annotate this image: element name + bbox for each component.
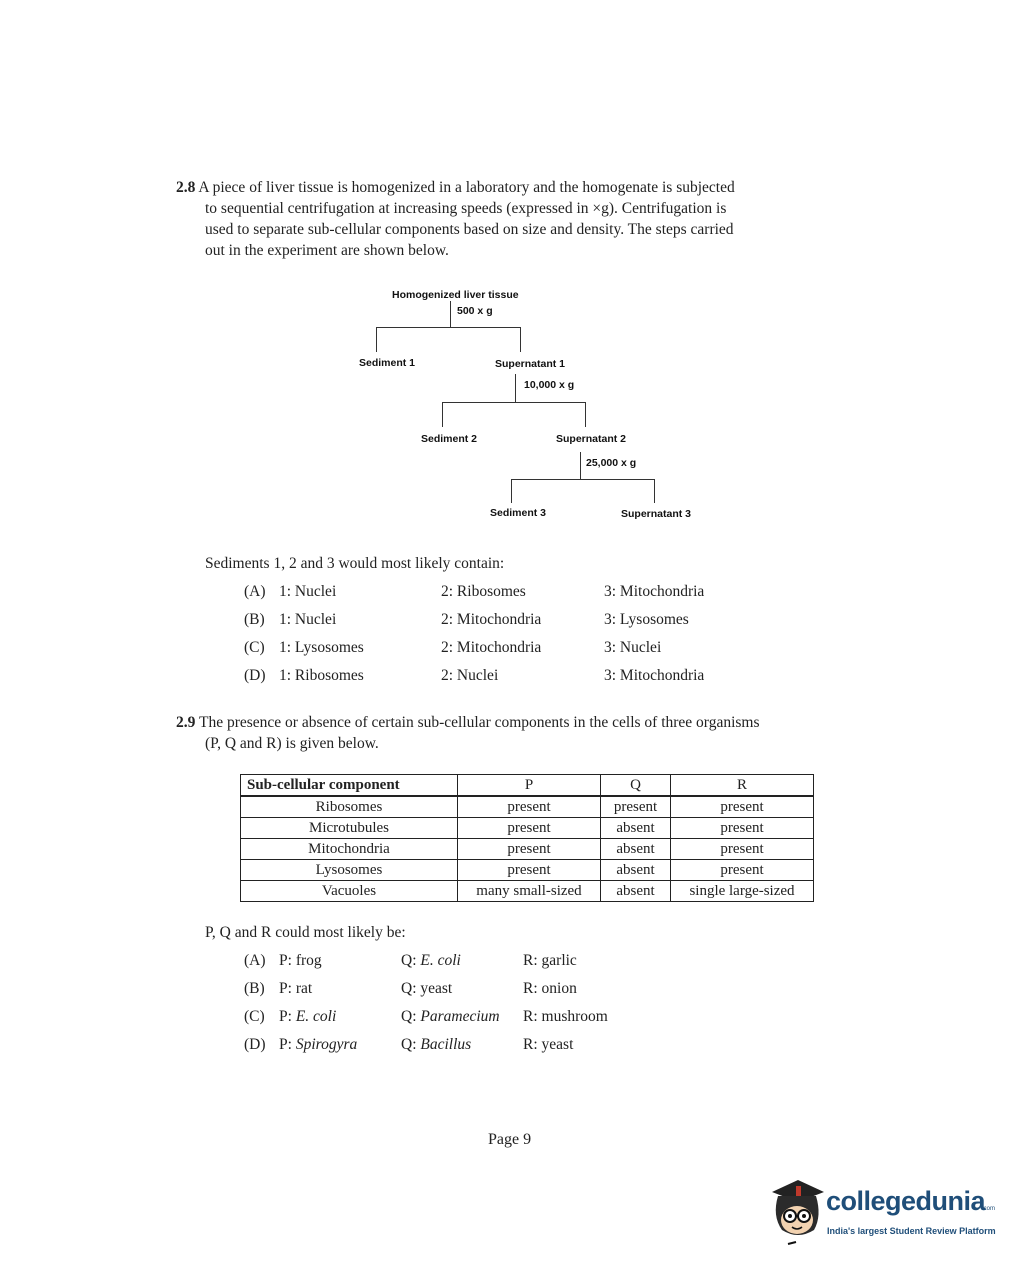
table-cell: Mitochondria	[241, 839, 458, 860]
option-col-3: 3: Nuclei	[604, 639, 662, 656]
question-line: out in the experiment are shown below.	[205, 242, 449, 259]
option-r-value: onion	[541, 980, 577, 997]
option-p	[279, 980, 312, 998]
table-cell: present	[671, 796, 814, 818]
option-col-3: 3: Lysosomes	[604, 611, 689, 628]
flowchart-connector	[654, 479, 655, 503]
option-p-prefix: P:	[279, 980, 296, 997]
flowchart-connector	[511, 479, 512, 503]
table-cell: present	[458, 796, 601, 818]
flowchart-supernatant-1: Supernatant 1	[495, 358, 566, 370]
flowchart-speed-2: 10,000 x g	[524, 379, 575, 391]
question-line: The presence or absence of certain sub-cellular components in the cells of three organisms	[198, 714, 760, 731]
option-q	[401, 952, 461, 970]
option-r-prefix: R:	[523, 1036, 542, 1053]
table-row	[241, 839, 814, 860]
table-header: Q	[601, 775, 671, 797]
question-2-9-text	[176, 712, 851, 754]
option-col-2: 2: Ribosomes	[441, 583, 526, 600]
option-p-value: rat	[295, 980, 313, 997]
option-label: (C)	[244, 639, 265, 656]
option-q-prefix: Q:	[401, 1008, 421, 1025]
option-col-3: 3: Mitochondria	[604, 583, 705, 600]
table-cell: present	[671, 818, 814, 839]
table-header-row	[241, 775, 814, 797]
table-row	[241, 796, 814, 818]
option-col-1: 1: Nuclei	[279, 611, 337, 628]
collegedunia-logo	[768, 1176, 996, 1246]
table-cell: absent	[601, 881, 671, 902]
flowchart-supernatant-3: Supernatant 3	[621, 508, 692, 520]
flowchart-connector	[515, 374, 516, 402]
option-p-prefix: P:	[279, 1036, 296, 1053]
option-q	[401, 1036, 471, 1054]
flowchart-connector	[580, 452, 581, 479]
table-row	[241, 818, 814, 839]
option-q-prefix: Q:	[401, 980, 421, 997]
option-label: (D)	[244, 667, 266, 684]
question-prompt: Sediments 1, 2 and 3 would most likely contain:	[205, 555, 505, 572]
option-p-prefix: P:	[279, 952, 296, 969]
table-header: P	[458, 775, 601, 797]
logo-wordmark: collegedunia	[826, 1186, 986, 1216]
question-number: 2.8	[176, 179, 196, 196]
option-col-1: 1: Lysosomes	[279, 639, 364, 656]
option-p	[279, 1008, 336, 1026]
option-r-prefix: R:	[523, 952, 542, 969]
table-cell: present	[671, 860, 814, 881]
logo-tagline: India's largest Student Review Platform	[827, 1226, 996, 1236]
option-r	[523, 952, 577, 970]
option-q	[401, 1008, 500, 1026]
option-label: (A)	[244, 952, 266, 969]
table-cell: present	[601, 796, 671, 818]
option-q-prefix: Q:	[401, 1036, 421, 1053]
flowchart-sediment-3: Sediment 3	[490, 507, 547, 519]
option-r	[523, 980, 577, 998]
flowchart-sediment-1: Sediment 1	[359, 357, 416, 369]
question-prompt: P, Q and R could most likely be:	[205, 924, 406, 941]
table-header: Sub-cellular component	[241, 775, 458, 797]
table-cell: Microtubules	[241, 818, 458, 839]
table-cell: Ribosomes	[241, 796, 458, 818]
flowchart-connector	[376, 327, 521, 328]
option-col-2: 2: Mitochondria	[441, 639, 542, 656]
option-r-value: yeast	[541, 1036, 574, 1053]
flowchart-connector	[511, 479, 655, 480]
option-r-prefix: R:	[523, 1008, 542, 1025]
option-r-value: garlic	[541, 952, 577, 969]
table-row	[241, 860, 814, 881]
flowchart-supernatant-2: Supernatant 2	[556, 433, 627, 445]
question-line: (P, Q and R) is given below.	[205, 735, 379, 752]
option-p-value: E. coli	[295, 1008, 337, 1025]
option-label: (B)	[244, 980, 265, 997]
component-table	[240, 774, 814, 902]
option-col-2: 2: Mitochondria	[441, 611, 542, 628]
option-col-1: 1: Ribosomes	[279, 667, 364, 684]
question-line: A piece of liver tissue is homogenized in a laboratory and the homogenate is subjected	[198, 179, 735, 196]
table-header: R	[671, 775, 814, 797]
option-col-1: 1: Nuclei	[279, 583, 337, 600]
option-q-prefix: Q:	[401, 952, 421, 969]
question-2-8-text	[176, 177, 851, 261]
option-col-3: 3: Mitochondria	[604, 667, 705, 684]
option-q-value: Bacillus	[420, 1036, 472, 1053]
flowchart-connector	[450, 301, 451, 327]
option-label: (C)	[244, 1008, 265, 1025]
option-label: (B)	[244, 611, 265, 628]
option-r-prefix: R:	[523, 980, 542, 997]
mascot-icon	[768, 1176, 826, 1248]
option-p-value: frog	[295, 952, 322, 969]
table-cell: absent	[601, 860, 671, 881]
option-q-value: E. coli	[420, 952, 461, 969]
table-cell: present	[458, 818, 601, 839]
flowchart-sediment-2: Sediment 2	[421, 433, 478, 445]
option-r-value: mushroom	[541, 1008, 608, 1025]
option-p	[279, 952, 322, 970]
option-p-prefix: P:	[279, 1008, 296, 1025]
flowchart-connector	[376, 327, 377, 352]
page-number: Page 9	[488, 1131, 532, 1148]
table-cell: absent	[601, 818, 671, 839]
option-p-value: Spirogyra	[295, 1036, 358, 1053]
option-label: (A)	[244, 583, 266, 600]
flowchart-connector	[585, 402, 586, 427]
logo-com: .com	[982, 1206, 996, 1212]
flowchart-speed-3: 25,000 x g	[586, 457, 637, 469]
table-row	[241, 881, 814, 902]
table-cell: many small-sized	[458, 881, 601, 902]
option-col-2: 2: Nuclei	[441, 667, 499, 684]
flowchart-root: Homogenized liver tissue	[392, 289, 519, 301]
option-q-value: Paramecium	[420, 1008, 500, 1025]
table-cell: single large-sized	[671, 881, 814, 902]
flowchart-connector	[442, 402, 586, 403]
table-cell: present	[671, 839, 814, 860]
question-line: to sequential centrifugation at increasing speeds (expressed in ×g). Centrifugation is	[205, 200, 727, 217]
table-cell: present	[458, 839, 601, 860]
table-cell: present	[458, 860, 601, 881]
option-r	[523, 1008, 608, 1026]
option-r	[523, 1036, 573, 1054]
option-p	[279, 1036, 357, 1054]
flowchart-connector	[520, 327, 521, 352]
flowchart-speed-1: 500 x g	[457, 305, 493, 317]
option-q	[401, 980, 452, 998]
table-cell: Lysosomes	[241, 860, 458, 881]
option-label: (D)	[244, 1036, 266, 1053]
question-line: used to separate sub-cellular components based on size and density. The steps carried	[205, 221, 734, 238]
question-number: 2.9	[176, 714, 196, 731]
option-q-value: yeast	[420, 980, 453, 997]
table-cell: absent	[601, 839, 671, 860]
table-cell: Vacuoles	[241, 881, 458, 902]
flowchart-connector	[442, 402, 443, 427]
